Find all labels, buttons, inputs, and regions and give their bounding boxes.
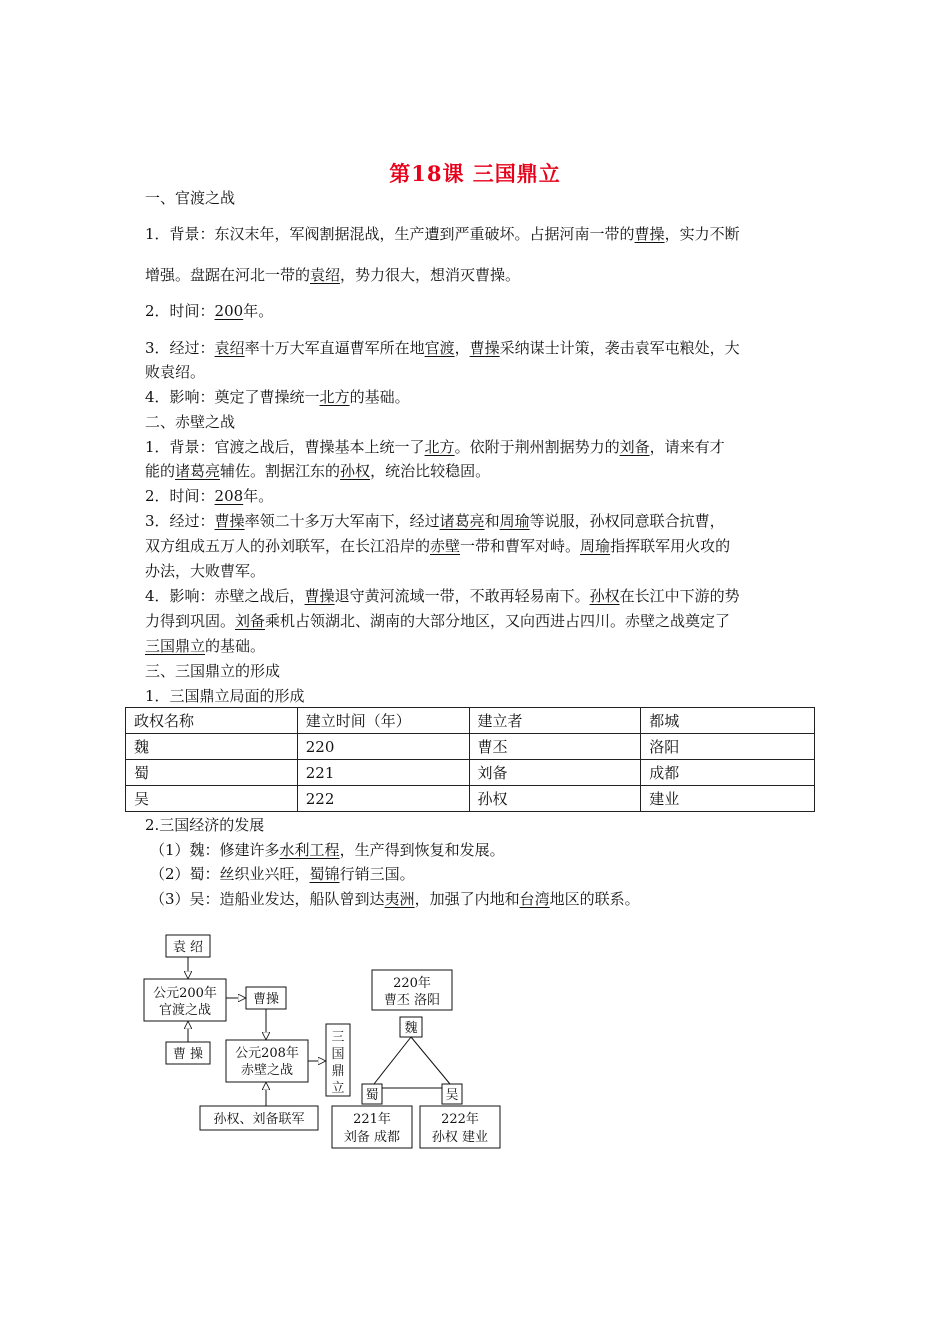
section-heading-guandu: 一、官渡之战: [145, 189, 236, 207]
regimes-table: [125, 707, 815, 812]
table-cell: 成都: [641, 760, 815, 786]
section-heading-formation: 三、三国鼎立的形成: [145, 662, 281, 680]
table-cell: 建业: [641, 786, 815, 812]
chibi-effect-line-2: 力得到巩固。刘备乘机占领湖北、湖南的大部分地区，又向西进占四川。赤壁之战奠定了: [145, 612, 731, 630]
table-cell: 220: [297, 734, 469, 760]
economy-wu: （3）吴：造船业发达，船队曾到达夷洲，加强了内地和台湾地区的联系。: [150, 890, 640, 908]
edge-wei-wu: [411, 1037, 450, 1084]
table-header-cell: 建立者: [469, 708, 641, 734]
chibi-name: 赤壁之战: [240, 1063, 294, 1078]
wei-info-year: 220年: [393, 976, 431, 991]
table-cell: 吴: [126, 786, 298, 812]
wei-label: 魏: [404, 1021, 418, 1036]
three-kingdoms-diagram: [140, 930, 520, 1155]
table-header-cell: 政权名称: [126, 708, 298, 734]
yuanshao-label: 袁 绍: [172, 940, 204, 955]
chibi-effect-line-1: 4．影响：赤壁之战后，曹操退守黄河流域一带，不敢再轻易南下。孙权在长江中下游的势: [145, 587, 740, 605]
sanguo-char: 鼎: [331, 1064, 345, 1079]
table-cell: 222: [297, 786, 469, 812]
table-cell: 孙权: [469, 786, 641, 812]
table-cell: 曹丕: [469, 734, 641, 760]
guandu-process-line-1: 3．经过：袁绍率十万大军直逼曹军所在地官渡，曹操采纳谋士计策，袭击袁军屯粮处，大: [145, 339, 740, 357]
guandu-year: 公元200年: [153, 986, 217, 1001]
chibi-background-line-1: 1．背景：官渡之战后，曹操基本上统一了北方。依附于荆州割据势力的刘备，请来有才: [145, 438, 725, 456]
formation-subheading: 1．三国鼎立局面的形成: [145, 687, 305, 705]
table-row: [126, 760, 815, 786]
table-row: [126, 786, 815, 812]
wu-info-detail: 孙权 建业: [431, 1130, 489, 1145]
page-title: 第18课 三国鼎立: [389, 161, 561, 186]
chibi-process-line-3: 办法，大败曹军。: [145, 562, 266, 580]
wu-label: 吴: [445, 1088, 459, 1103]
shu-label: 蜀: [365, 1088, 379, 1103]
chibi-effect-line-3: 三国鼎立的基础。: [145, 637, 266, 655]
table-cell: 221: [297, 760, 469, 786]
shu-info-year: 221年: [353, 1112, 391, 1127]
edge-wei-shu: [374, 1037, 411, 1084]
economy-subheading: 2.三国经济的发展: [145, 816, 265, 834]
wu-info-year: 222年: [441, 1112, 479, 1127]
economy-shu: （2）蜀：丝织业兴旺，蜀锦行销三国。: [150, 865, 415, 883]
table-header-row: [126, 708, 815, 734]
table-cell: 魏: [126, 734, 298, 760]
table-cell: 刘备: [469, 760, 641, 786]
sanguo-char: 立: [331, 1081, 345, 1096]
chibi-process-line-2: 双方组成五万人的孙刘联军，在长江沿岸的赤壁一带和曹军对峙。周瑜指挥联军用火攻的: [145, 537, 731, 555]
shu-info-detail: 刘备 成都: [343, 1130, 401, 1145]
economy-wei: （1）魏：修建许多水利工程，生产得到恢复和发展。: [150, 841, 505, 859]
sanguo-char: 国: [331, 1047, 345, 1062]
table-header-cell: 都城: [641, 708, 815, 734]
chibi-process-line-1: 3．经过：曹操率领二十多万大军南下，经过诸葛亮和周瑜等说服，孙权同意联合抗曹，: [145, 512, 725, 530]
wei-info-detail: 曹丕 洛阳: [383, 993, 441, 1008]
guandu-background-line-2: 增强。盘踞在河北一带的袁绍，势力很大，想消灭曹操。: [145, 266, 521, 284]
table-cell: 蜀: [126, 760, 298, 786]
sanguo-char: 三: [331, 1030, 345, 1045]
chibi-year: 公元208年: [235, 1046, 299, 1061]
table-header-cell: 建立时间（年）: [297, 708, 469, 734]
caocao-bottom-label: 曹 操: [172, 1047, 204, 1062]
guandu-process-line-2: 败袁绍。: [145, 363, 206, 381]
chibi-background-line-2: 能的诸葛亮辅佐。割据江东的孙权，统治比较稳固。: [145, 462, 491, 480]
alliance-label: 孙权、刘备联军: [213, 1112, 305, 1127]
guandu-time: 2．时间：200年。: [145, 302, 274, 320]
section-heading-chibi: 二、赤壁之战: [145, 413, 236, 431]
caocao-top-label: 曹操: [252, 992, 280, 1007]
guandu-name: 官渡之战: [158, 1003, 212, 1018]
guandu-background-line-1: 1．背景：东汉末年，军阀割据混战，生产遭到严重破坏。占据河南一带的曹操，实力不断: [145, 225, 740, 243]
table-cell: 洛阳: [641, 734, 815, 760]
guandu-effect: 4．影响：奠定了曹操统一北方的基础。: [145, 388, 410, 406]
table-row: [126, 734, 815, 760]
chibi-time: 2．时间：208年。: [145, 487, 274, 505]
